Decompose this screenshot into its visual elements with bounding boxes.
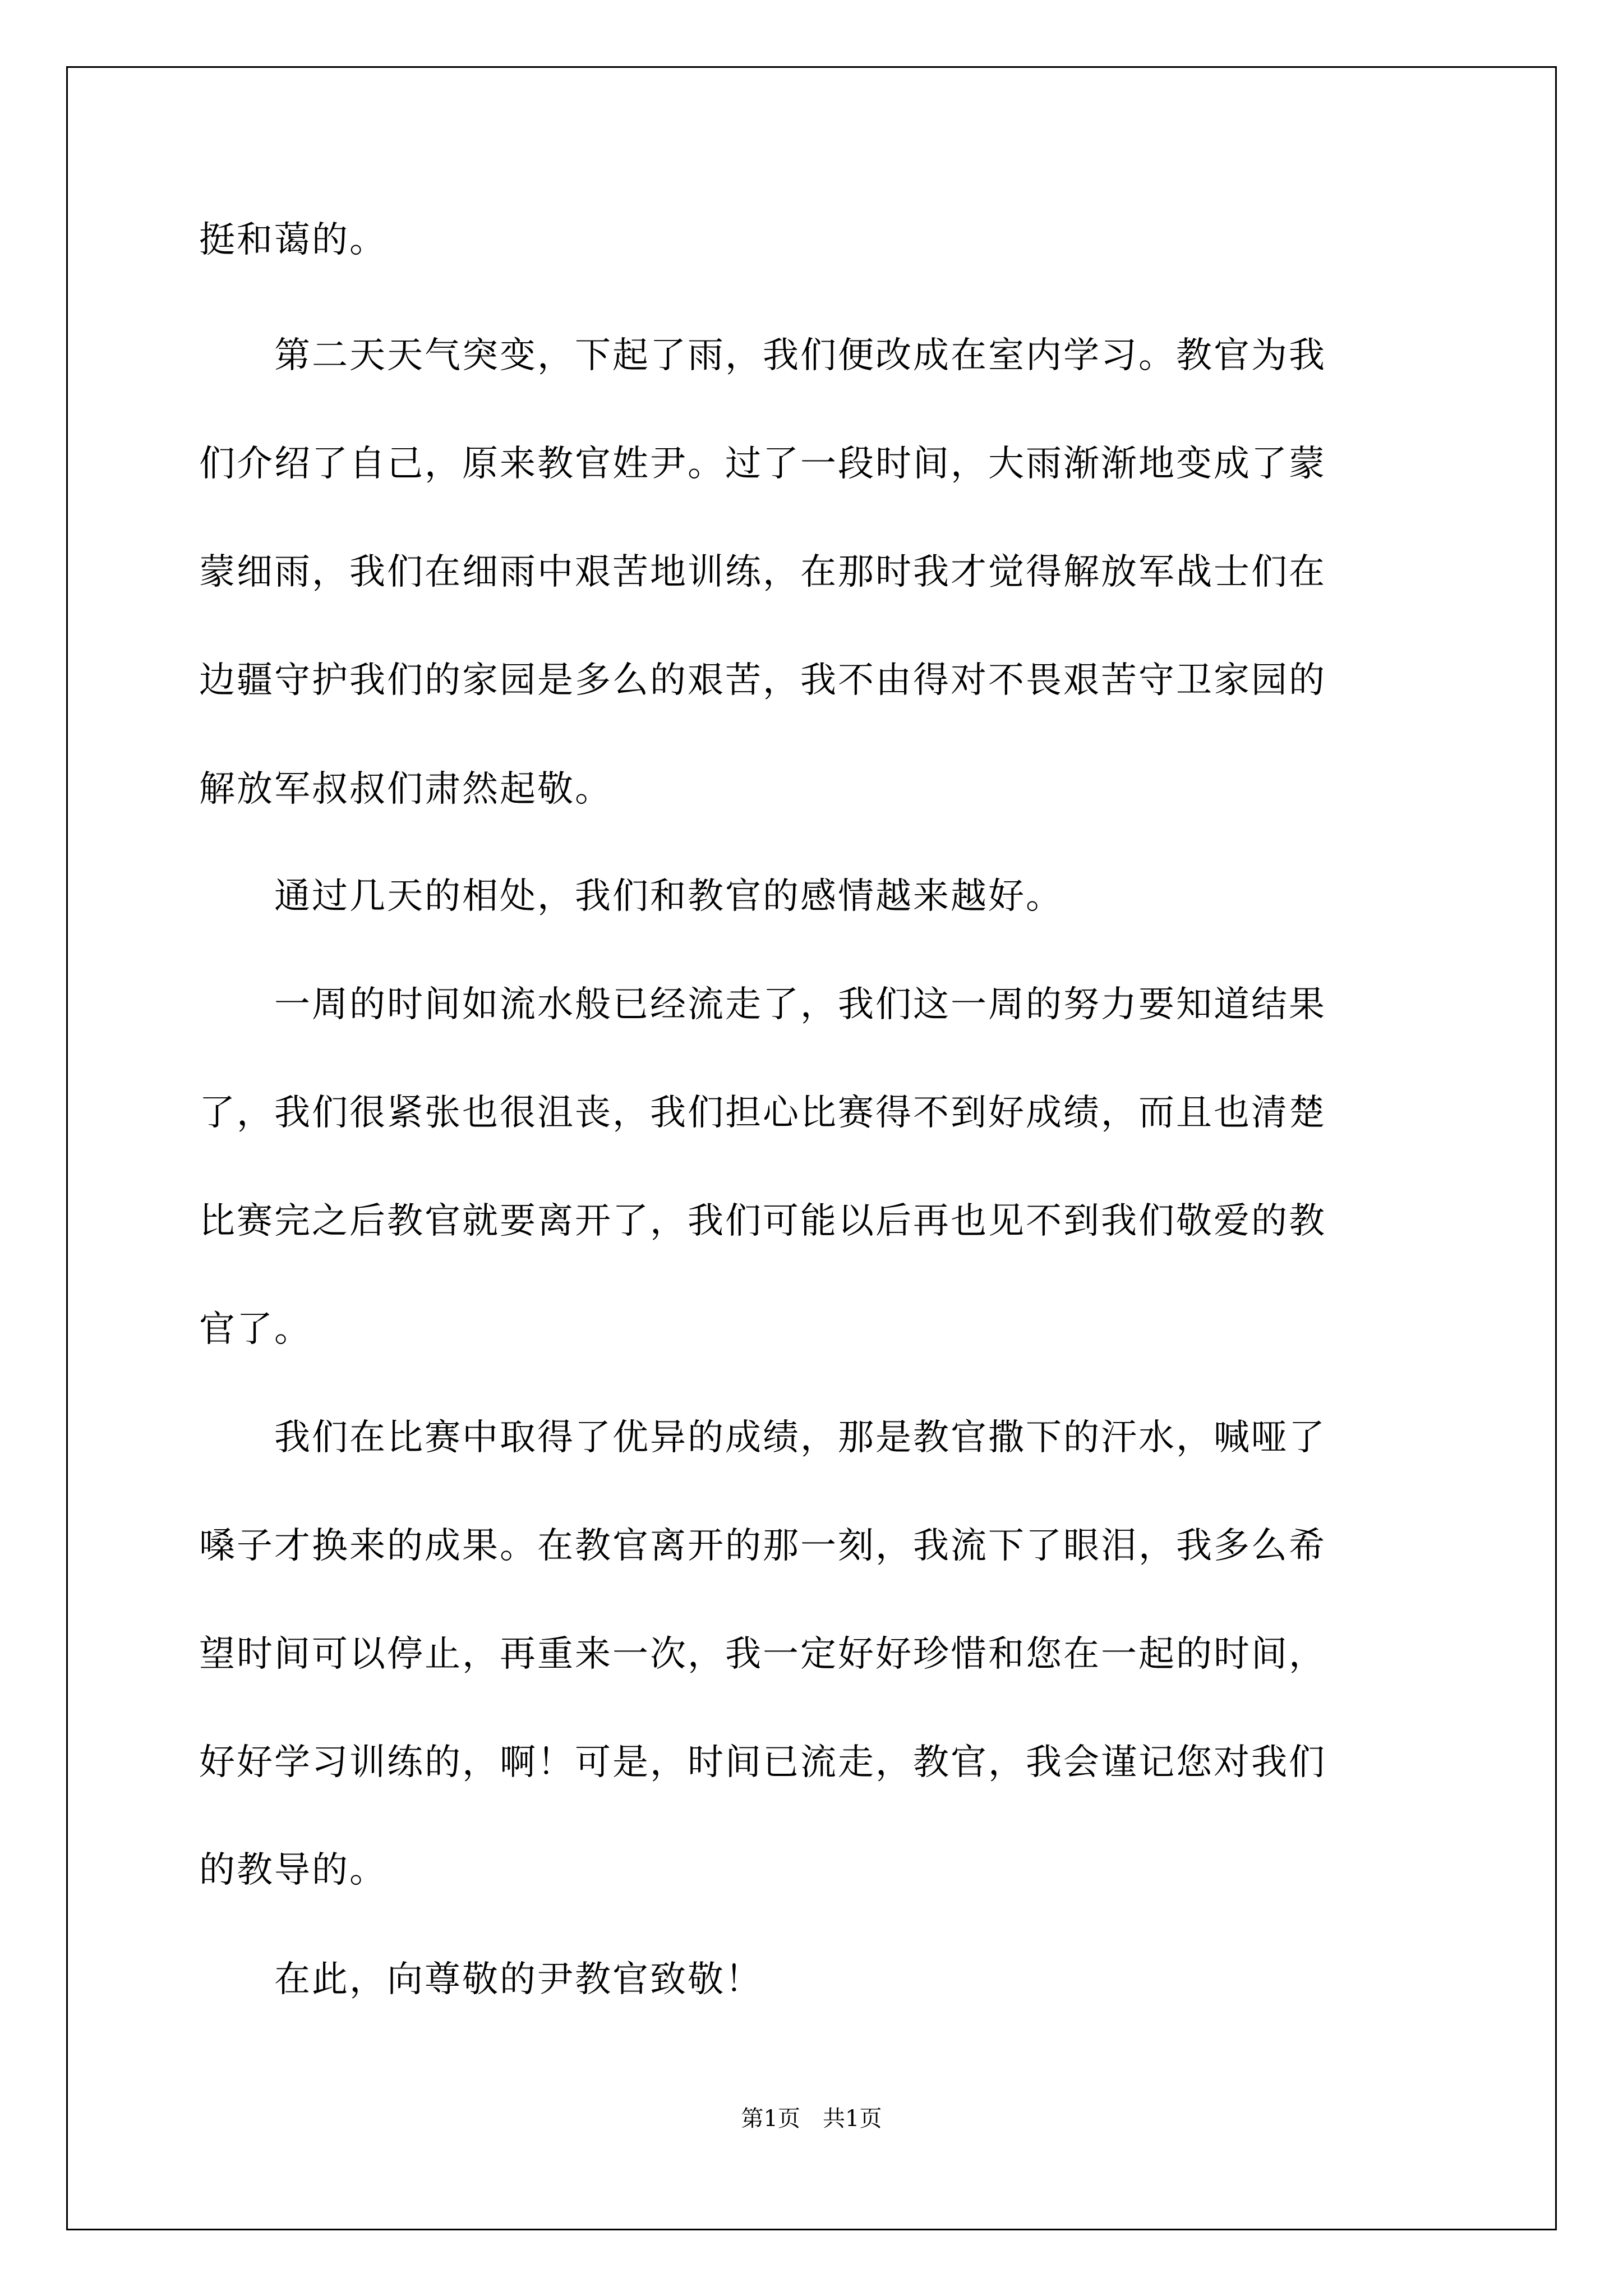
text-line: 好好学习训练的，啊！可是，时间已流走，教官，我会谨记您对我们 (199, 1742, 1326, 1783)
text-line: 在此，向尊敬的尹教官致敬！ (199, 1959, 763, 2000)
text-line: 望时间可以停止，再重来一次，我一定好好珍惜和您在一起的时间， (199, 1634, 1326, 1675)
text-line: 们介绍了自己，原来教官姓尹。过了一段时间，大雨渐渐地变成了蒙 (199, 443, 1326, 485)
text-line: 通过几天的相处，我们和教官的感情越来越好。 (199, 876, 1063, 917)
text-line: 的教导的。 (199, 1849, 387, 1891)
text-line: 挺和蔼的。 (199, 219, 387, 261)
text-line: 蒙细雨，我们在细雨中艰苦地训练，在那时我才觉得解放军战士们在 (199, 551, 1326, 593)
text-line: 我们在比赛中取得了优异的成绩，那是教官撒下的汗水，喊哑了 (199, 1417, 1326, 1458)
text-line: 比赛完之后教官就要离开了，我们可能以后再也见不到我们敬爱的教 (199, 1200, 1326, 1242)
text-line: 第二天天气突变，下起了雨，我们便改成在室内学习。教官为我 (199, 335, 1326, 376)
page-border (66, 66, 1557, 2230)
text-line: 解放军叔叔们肃然起敬。 (199, 769, 612, 810)
page-number-footer: 第1页 共1页 (741, 2106, 882, 2132)
text-line: 了，我们很紧张也很沮丧，我们担心比赛得不到好成绩，而且也清楚 (199, 1092, 1326, 1134)
text-line: 嗓子才换来的成果。在教官离开的那一刻，我流下了眼泪，我多么希 (199, 1525, 1326, 1567)
text-line: 一周的时间如流水般已经流走了，我们这一周的努力要知道结果 (199, 984, 1326, 1025)
text-line: 官了。 (199, 1309, 312, 1350)
text-line: 边疆守护我们的家园是多么的艰苦，我不由得对不畏艰苦守卫家园的 (199, 660, 1326, 701)
